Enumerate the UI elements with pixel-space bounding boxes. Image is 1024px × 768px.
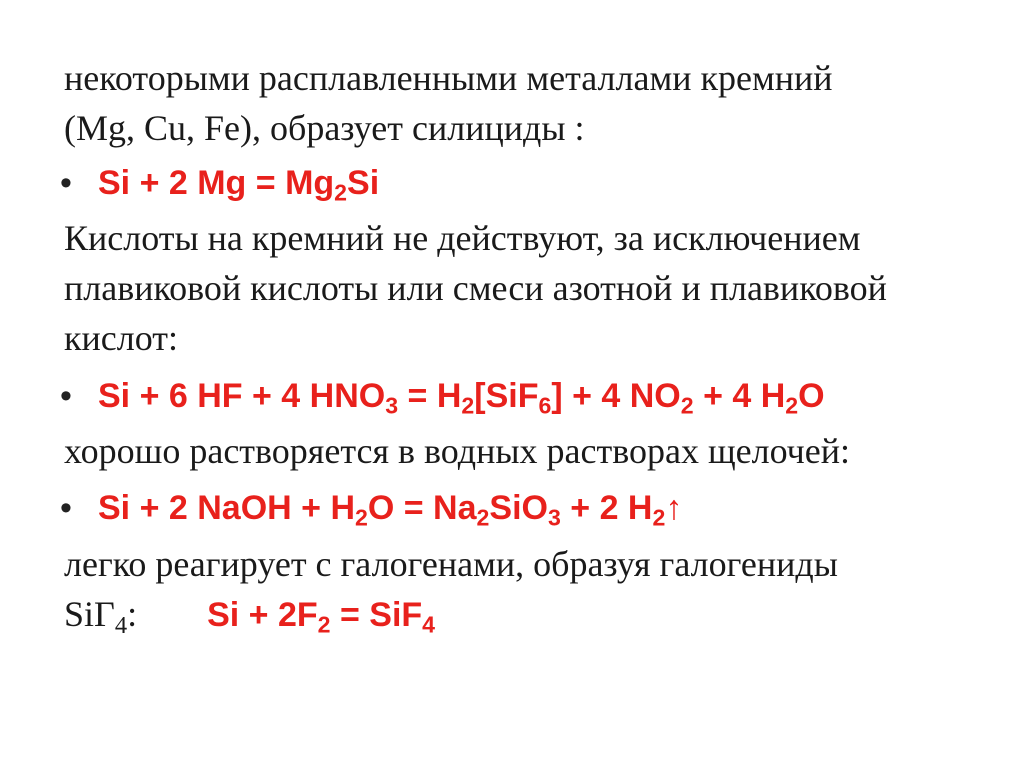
paragraph-line: некоторыми расплавленными металлами кремний	[64, 58, 833, 98]
equation-fluorine	[207, 596, 436, 638]
equation-mg-silicide	[60, 163, 379, 204]
formula-part: O	[798, 377, 825, 415]
formula-text	[98, 377, 825, 419]
paragraph-line: Кислоты на кремний не действуют, за исключением	[64, 218, 861, 258]
paragraph-line: (Mg, Cu, Fe), образует силициды :	[64, 108, 585, 148]
formula-part: = H	[398, 377, 462, 415]
formula-part: Si + 6 HF + 4 HNO	[98, 377, 386, 415]
bullet-icon: •	[60, 489, 72, 527]
subscript: 2	[317, 611, 331, 638]
arrow-up-icon: ↑	[665, 489, 683, 527]
formula-text	[98, 489, 683, 531]
formula-part: + 4 H	[693, 377, 786, 415]
paragraph-line: кислот:	[64, 318, 178, 358]
equation-naoh	[60, 488, 682, 529]
subscript: 3	[547, 504, 561, 531]
formula-part: Si + 2 NaOH + H	[98, 489, 355, 527]
subscript: 2	[785, 392, 799, 419]
subscript: 2	[334, 179, 348, 206]
formula-part: SiO	[489, 489, 548, 527]
formula-part: = SiF	[330, 596, 423, 634]
formula-part: Si + 2F	[207, 596, 318, 634]
subscript: 2	[355, 504, 368, 531]
subscript: 4	[422, 611, 436, 638]
subscript: 3	[385, 392, 399, 419]
formula-part: ] + 4 NO	[551, 377, 681, 415]
formula-text	[98, 164, 380, 206]
bullet-icon: •	[60, 164, 72, 202]
paragraph-line: легко реагирует с галогенами, образуя галогениды	[64, 544, 838, 584]
formula-part: Si	[347, 164, 380, 202]
bullet-icon: •	[60, 377, 72, 415]
subscript: 2	[652, 504, 666, 531]
text-part: :	[127, 594, 138, 634]
subscript: 2	[680, 392, 694, 419]
formula-part: [SiF	[474, 377, 539, 415]
formula-part: + 2 H	[560, 489, 653, 527]
paragraph-line: хорошо растворяется в водных растворах щелочей:	[64, 431, 851, 471]
subscript: 2	[461, 392, 475, 419]
paragraph-line: плавиковой кислоты или смеси азотной и плавиковой	[64, 268, 887, 308]
subscript: 2	[476, 504, 490, 531]
paragraph-line-with-formula	[64, 594, 436, 639]
formula-part: O = Na	[367, 489, 477, 527]
formula-part: Si + 2 Mg = Mg	[98, 164, 335, 202]
text-part: SiГ	[64, 594, 115, 634]
subscript: 4	[114, 611, 128, 639]
equation-hf-hno3	[60, 376, 825, 417]
subscript: 6	[538, 392, 552, 419]
